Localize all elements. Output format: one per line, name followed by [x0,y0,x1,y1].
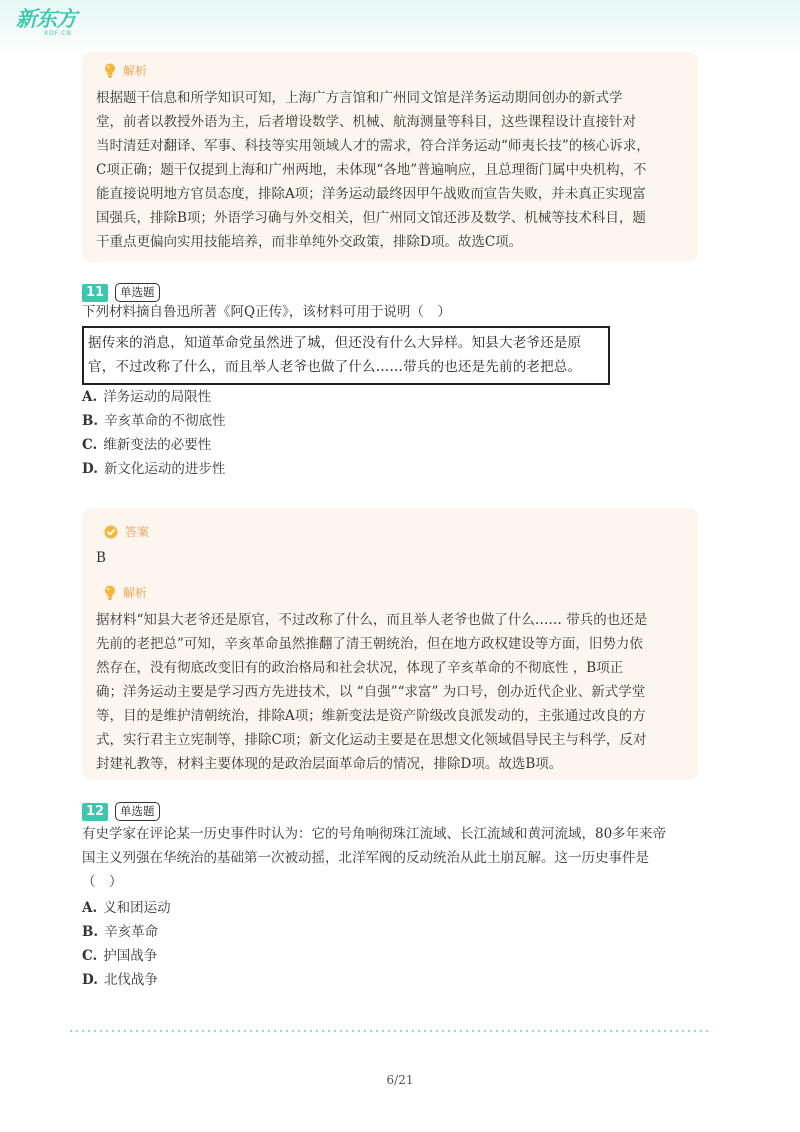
option-text: 护国战争 [103,948,158,964]
option-d[interactable] [82,970,158,990]
option-text: 维新变法的必要性 [103,437,212,453]
quote-line: 官，不过改称了什么，而且举人老爷也做了什么……带兵的也还是先前的老把总。 [88,359,582,375]
analysis-text [96,608,686,776]
option-text: 辛亥革命 [104,924,159,940]
analysis-line: 确；洋务运动主要是学习西方先进技术，以 “自强”“求富” 为口号，创办近代企业、新式学堂 [96,684,646,700]
option-text: 义和团运动 [103,900,171,916]
lightbulb-icon [104,585,116,600]
analysis-line: 国强兵，排除B项；外语学习确与外交相关，但广州同文馆还涉及数学、机械等技术科目，题 [96,210,646,226]
option-text: 北伐战争 [103,972,158,988]
xdf-logo [16,8,86,42]
option-letter: B. [82,413,99,429]
answer-heading [104,523,149,540]
analysis-card-q10 [82,52,698,262]
question-12-header [82,802,160,821]
analysis-line: 然存在，没有彻底改变旧有的政治格局和社会状况，体现了辛亥革命的不彻底性 ，B项正 [96,660,624,676]
lightbulb-icon [104,63,116,78]
option-c[interactable] [82,946,157,966]
question-stem [82,822,702,894]
analysis-line: 干重点更偏向实用技能培养，而非单纯外交政策，排除D项。故选C项。 [96,234,523,250]
option-b[interactable] [82,411,226,431]
option-letter: A. [82,900,98,916]
analysis-label: 解析 [123,64,148,78]
logo-subtext: XDF.CN [44,30,72,37]
option-letter: B. [82,924,99,940]
option-c[interactable] [82,435,211,455]
header-banner [0,0,800,58]
quote-line: 据传来的消息，知道革命党虽然进了城，但还没有什么大异样。知县大老爷还是原 [88,335,582,351]
question-number: 11 [82,284,108,302]
option-letter: A. [82,389,98,405]
material-quote-box [82,326,610,385]
analysis-line: 先前的老把总”可知，辛亥革命虽然推翻了清王朝统治，但在地方政权建设等方面，旧势力依 [96,636,643,652]
option-letter: C. [82,948,98,964]
answer-value: B [96,550,106,566]
analysis-heading [104,62,147,79]
analysis-line: C项正确；题干仅提到上海和广州两地，未体现“各地”普遍响应，且总理衙门属中央机构，不 [96,162,647,178]
option-a[interactable] [82,898,171,918]
question-type-badge: 单选题 [115,802,160,821]
check-badge-icon [104,525,118,539]
question-number: 12 [82,803,108,821]
analysis-line: 堂，前者以教授外语为主，后者增设数学、机械、航海测量等科目，这些课程设计直接针对 [96,114,636,130]
answer-label: 答案 [125,525,150,539]
page-number: 6/21 [386,1073,414,1087]
analysis-line: 封建礼教等，材料主要体现的是政治层面革命后的情况，排除D项。故选B项。 [96,756,563,772]
option-text: 辛亥革命的不彻底性 [104,413,226,429]
stem-line: 国主义列强在华统治的基础第一次被动摇，北洋军阀的反动统治从此土崩瓦解。这一历史事件是 [82,850,649,866]
analysis-line: 能直接说明地方官员态度，排除A项；洋务运动最终因甲午战败而宣告失败，并未真正实现富 [96,186,646,202]
analysis-text [96,86,686,254]
logo-text: 新东方 [16,7,76,31]
analysis-line: 当时清廷对翻译、军事、科技等实用领域人才的需求，符合洋务运动“师夷长技”的核心诉求， [96,138,650,154]
option-d[interactable] [82,459,225,479]
stem-line: 有史学家在评论某一历史事件时认为：它的号角响彻珠江流域、长江流域和黄河流域，80多年来帝 [82,826,667,842]
option-letter: C. [82,437,98,453]
answer-card-q11 [82,508,698,780]
option-text: 洋务运动的局限性 [103,389,212,405]
question-stem: 下列材料摘自鲁迅所著《阿Q正传》，该材料可用于说明（ ） [82,304,451,320]
analysis-line: 式，实行君主立宪制等，排除C项；新文化运动主要是在思想文化领域倡导民主与科学，反对 [96,732,647,748]
option-letter: D. [82,972,98,988]
analysis-label: 解析 [123,586,148,600]
option-b[interactable] [82,922,158,942]
analysis-line: 据材料“知县大老爷还是原官，不过改称了什么，而且举人老爷也做了什么…… 带兵的也还是 [96,612,648,628]
dotted-divider [68,1030,712,1032]
analysis-line: 等，目的是维护清朝统治，排除A项；维新变法是资产阶级改良派发动的，主张通过改良的方 [96,708,646,724]
analysis-heading [104,584,147,601]
question-type-badge: 单选题 [115,283,160,302]
option-letter: D. [82,461,98,477]
option-text: 新文化运动的进步性 [103,461,226,477]
analysis-line: 根据题干信息和所学知识可知，上海广方言馆和广州同文馆是洋务运动期间创办的新式学 [96,90,623,106]
stem-line: （ ） [82,874,123,890]
option-a[interactable] [82,387,211,407]
